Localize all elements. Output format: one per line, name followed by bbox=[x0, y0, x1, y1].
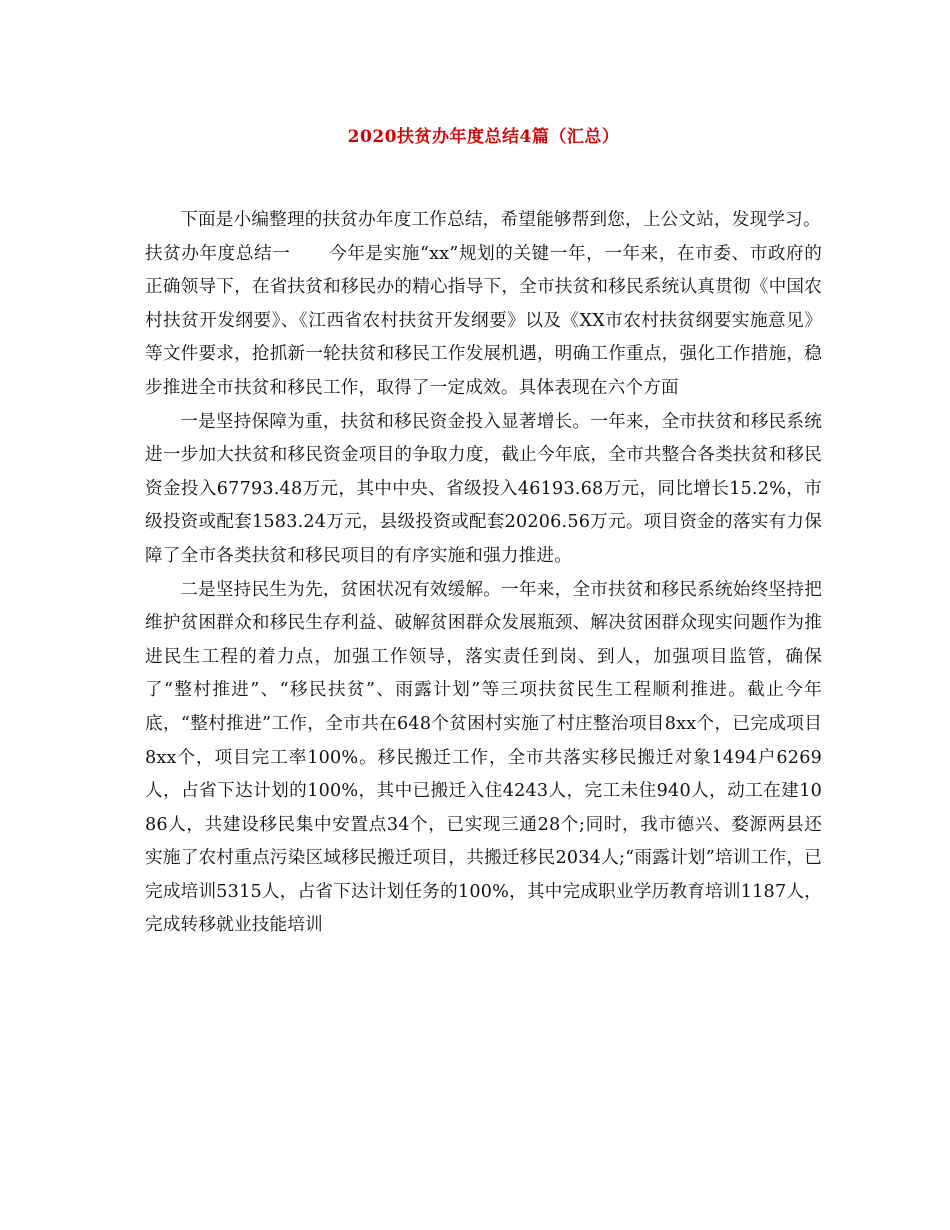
section-paragraph bbox=[145, 238, 822, 406]
document-title: 2020扶贫办年度总结4篇（汇总） bbox=[347, 127, 620, 147]
section-text: 今年是实施“xx”规划的关键一年，一年来，在市委、市政府的正确领导下，在省扶贫和移民办的精心指导下，全市扶贫和移民系统认真贯彻《中国农村扶贫开发纲要》、《江西省农村扶贫开发纲要》以及《XX市农村扶贫纲要实施意见》等文件要求，抢抓新一轮扶贫和移民工作发展机遇，明确工作重点，强化工作措施，稳步推进全市扶贫和移民工作，取得了一定成效。具体表现在六个方面 bbox=[145, 243, 822, 398]
section-label: 扶贫办年度总结一 bbox=[145, 243, 291, 264]
body-paragraph-2: 二是坚持民生为先，贫困状况有效缓解。一年来，全市扶贫和移民系统始终坚持把维护贫困群众和移民生存利益、破解贫困群众发展瓶颈、解决贫困群众现实问题作为推进民生工程的着力点，加强工作领导，落实责任到岗、到人，加强项目监管，确保了“整村推进”、“移民扶贫”、雨露计划”等三项扶贫民生工程顺利推进。截止今年底，“整村推进”工作，全市共在648个贫困村实施了村庄整治项目8xx个，已完成项目8xx个，项目完工率100%。移民搬迁工作，全市共落实移民搬迁对象1494户6269人，占省下达计划的100%，其中已搬迁入住4243人，完工未住940人，动工在建1086人，共建设移民集中安置点34个，已实现三通28个;同时，我市德兴、婺源两县还实施了农村重点污染区域移民搬迁项目，共搬迁移民2034人;“雨露计划”培训工作，已完成培训5315人，占省下达计划任务的100%，其中完成职业学历教育培训1187人，完成转移就业技能培训 bbox=[145, 579, 822, 936]
body-paragraph-1: 一是坚持保障为重，扶贫和移民资金投入显著增长。一年来，全市扶贫和移民系统进一步加大扶贫和移民资金项目的争取力度，截止今年底，全市共整合各类扶贫和移民资金投入67793.48万元，其中中央、省级投入46193.68万元，同比增长15.2%，市级投资或配套1583.24万元，县级投资或配套20206.56万元。项目资金的落实有力保障了全市各类扶贫和移民项目的有序实施和强力推进。 bbox=[145, 411, 822, 566]
intro-paragraph: 下面是小编整理的扶贫办年度工作总结，希望能够帮到您，上公文站，发现学习。 bbox=[180, 210, 821, 230]
